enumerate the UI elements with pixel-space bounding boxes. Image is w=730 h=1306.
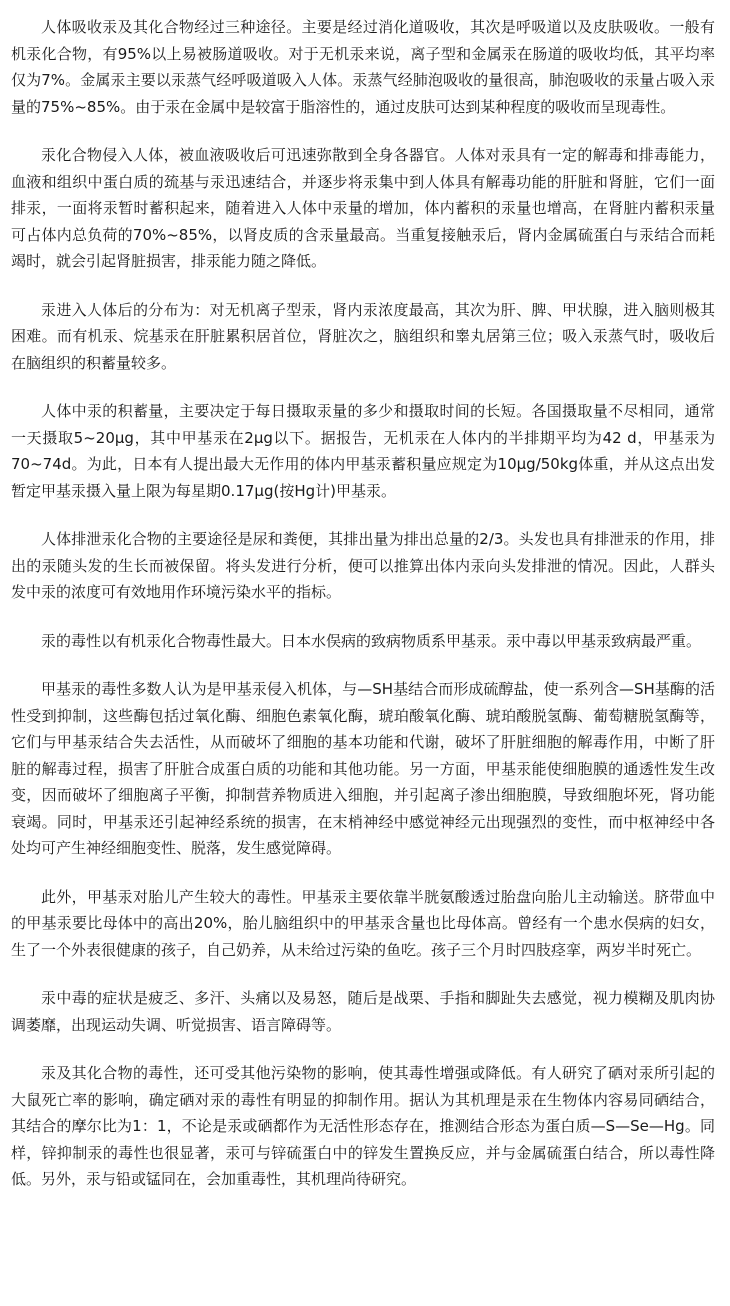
- paragraph-distribution-by-type: 汞进入人体后的分布为：对无机离子型汞，肾内汞浓度最高，其次为肝、脾、甲状腺，进入脑则极其困难。而有机汞、烷基汞在肝脏累积居首位，肾脏次之，脑组织和睾丸居第三位；吸入汞蒸气时，吸收后在脑组织的积蓄量较多。: [11, 300, 715, 372]
- paragraph-distribution-organs: 汞化合物侵入人体，被血液吸收后可迅速弥散到全身各器官。人体对汞具有一定的解毒和排毒能力，血液和组织中蛋白质的巯基与汞迅速结合，并逐步将汞集中到人体具有解毒功能的肝脏和肾脏，它们一面排汞，一面将汞暂时蓄积起来，随着进入人体中汞量的增加，体内蓄积的汞量也增高，在肾脏内蓄积汞量可占体内总负荷的70%~85%，以肾皮质的含汞量最高。当重复接触汞后，肾内金属硫蛋白与汞结合而耗竭时，就会引起肾脏损害，排汞能力随之降低。: [11, 146, 715, 270]
- paragraph-methylmercury-mechanism: 甲基汞的毒性多数人认为是甲基汞侵入机体，与—SH基结合而形成硫醇盐，使一系列含—SH基酶的活性受到抑制，这些酶包括过氧化酶、细胞色素氧化酶，琥珀酸氧化酶、琥珀酸脱氢酶、葡萄糖脱氢酶等，它们与甲基汞结合失去活性，从而破坏了细胞的基本功能和代谢，破坏了肝脏细胞的解毒作用，中断了肝脏的解毒过程，损害了肝脏合成蛋白质的功能和其他功能。另一方面，甲基汞能使细胞膜的通透性发生改变，因而破坏了细胞离子平衡，抑制营养物质进入细胞，并引起离子渗出细胞膜，导致细胞坏死，肾功能衰竭。同时，甲基汞还引起神经系统的损害，在末梢神经中感觉神经元出现强烈的变性，而中枢神经中各处均可产生神经细胞变性、脱落，发生感觉障碍。: [11, 680, 715, 857]
- paragraph-symptoms: 汞中毒的症状是疲乏、多汗、头痛以及易怒，随后是战栗、手指和脚趾失去感觉，视力模糊及肌肉协调萎靡，出现运动失调、听觉损害、语言障碍等。: [11, 989, 715, 1034]
- paragraph-absorption-routes: 人体吸收汞及其化合物经过三种途径。主要是经过消化道吸收，其次是呼吸道以及皮肤吸收。一般有机汞化合物，有95%以上易被肠道吸收。对于无机汞来说，离子型和金属汞在肠道的吸收均低，其平均率仅为7%。金属汞主要以汞蒸气经呼吸道吸入人体。汞蒸气经肺泡吸收的量很高，肺泡吸收的汞量占吸入汞量的75%~85%。由于汞在金属中是较富于脂溶性的，通过皮肤可达到某种程度的吸收而呈现毒性。: [11, 18, 715, 116]
- article-body: [11, 14, 715, 1215]
- paragraph-fetal-toxicity: 此外，甲基汞对胎儿产生较大的毒性。甲基汞主要依靠半胱氨酸透过胎盘向胎儿主动输送。脐带血中的甲基汞要比母体中的高出20%，胎儿脑组织中的甲基汞含量也比母体高。曾经有一个患水俣病的妇女，生了一个外表很健康的孩子，自己奶养，从未给过污染的鱼吃。孩子三个月时四肢痉挛，两岁半时死亡。: [11, 887, 715, 959]
- paragraph-toxicity-organic: 汞的毒性以有机汞化合物毒性最大。日本水俣病的致病物质系甲基汞。汞中毒以甲基汞致病最严重。: [41, 631, 702, 650]
- paragraph-accumulation: 人体中汞的积蓄量，主要决定于每日摄取汞量的多少和摄取时间的长短。各国摄取量不尽相同，通常一天摄取5~20μg，其中甲基汞在2μg以下。据报告，无机汞在人体内的半排期平均为42 d，甲基汞为70~74d。为此，日本有人提出最大无作用的体内甲基汞蓄积量应规定为10μg/50kg体重，并从这点出发暂定甲基汞摄入量上限为每星期0.17μg(按Hg计)甲基汞。: [11, 402, 715, 500]
- paragraph-excretion: 人体排泄汞化合物的主要途径是尿和粪便，其排出量为排出总量的2/3。头发也具有排泄汞的作用，排出的汞随头发的生长而被保留。将头发进行分析，便可以推算出体内汞向头发排泄的情况。因此，人群头发中汞的浓度可有效地用作环境污染水平的指标。: [11, 530, 715, 601]
- paragraph-interactions: 汞及其化合物的毒性，还可受其他污染物的影响，使其毒性增强或降低。有人研究了硒对汞所引起的大鼠死亡率的影响，确定硒对汞的毒性有明显的抑制作用。据认为其机理是汞在生物体内容易同硒结合，其结合的摩尔比为1：1，不论是汞或硒都作为无活性形态存在，推测结合形态为蛋白质—S—Se—Hg。同样，锌抑制汞的毒性也很显著，汞可与锌硫蛋白中的锌发生置换反应，并与金属硫蛋白结合，所以毒性降低。另外，汞与铅或锰同在，会加重毒性，其机理尚待研究。: [11, 1064, 715, 1188]
